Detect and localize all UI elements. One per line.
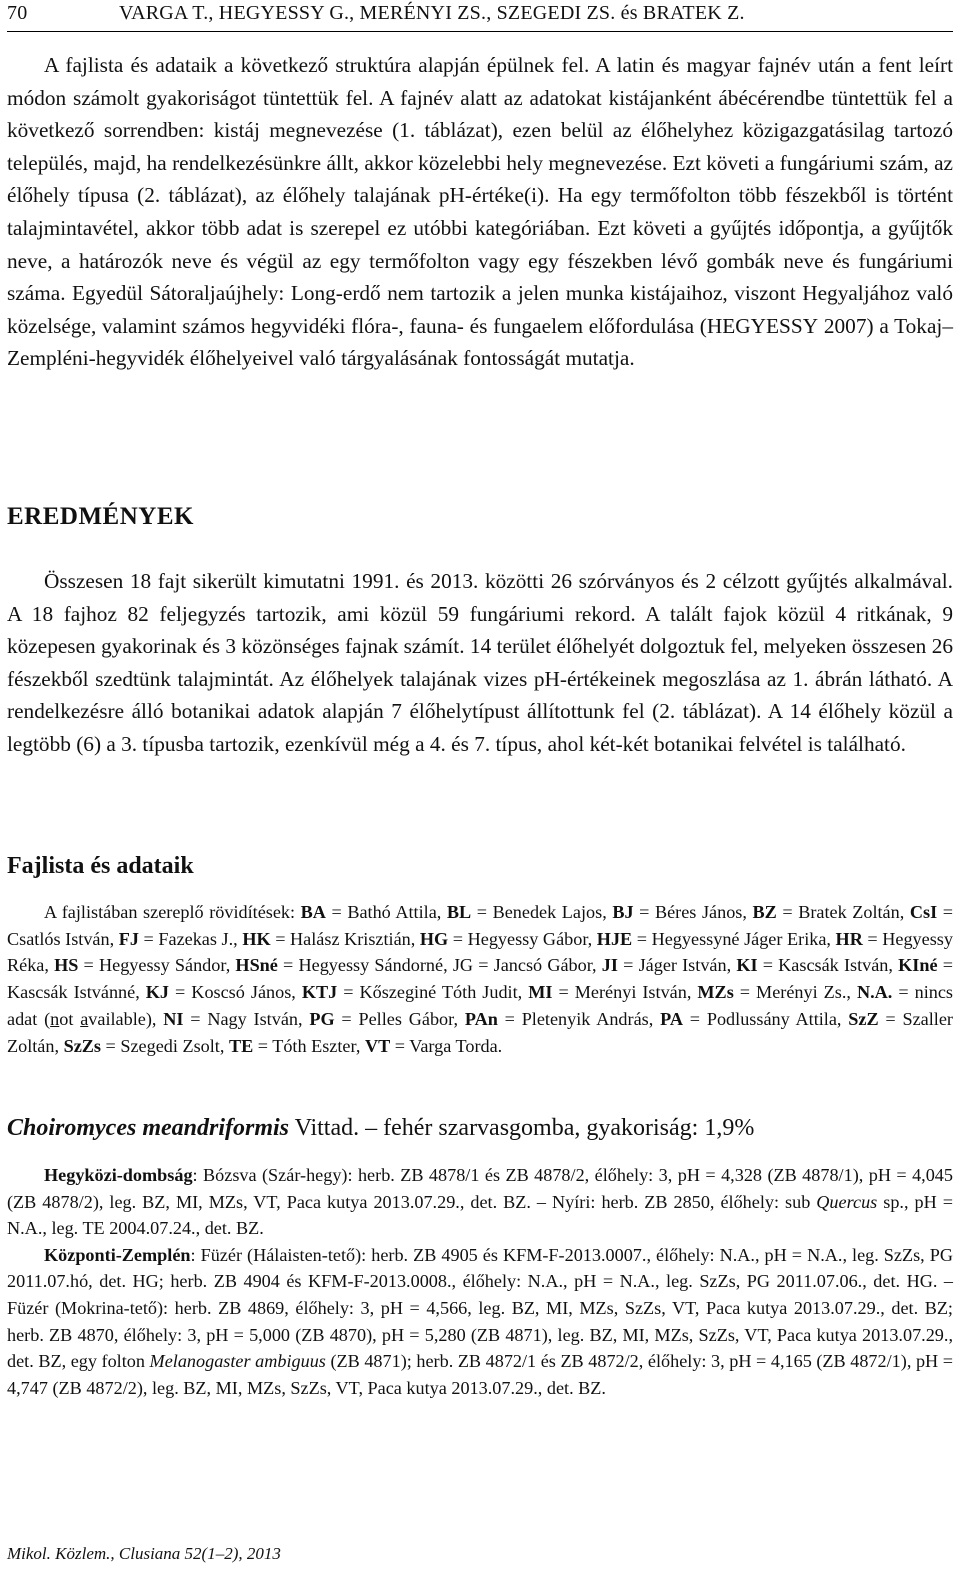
abbr-def: = Koscsó János, (169, 982, 302, 1003)
intro-text-a: A fajlista és adataik a következő struktúra alapján épülnek fel. A latin és magyar fajnév után a fent leírt módon számolt gyakoriságot tüntettük fel. A fajnév alatt az adatokat kistájanként ábécérendbe tüntettük fel a következő sorrendben: kistáj megnevezése (1. táblázat), ezen belül az élőhelyhez közigazgatásilag tartozó település, majd, ha rendelkezésünkre állt, akkor közelebbi hely megnevezése. Ezt követi a fungáriumi szám, az élőhely típusa (2. táblázat), az élőhely talajának pH-értéke(i). Ha egy termőfolton több fészekből is történt talajmintavétel, akkor több adat is szerepel ez utóbbi kategóriában. Ezt követi a gyűjtés időpontja, a gyűjtők neve, a határozók neve és végül az egy termőfolton vagy egy fészekben lévő gombák neve és fungáriumi száma. Egyedül Sátoraljaújhely: Long-erdő nem tartozik a jelen munka kistájaihoz, viszont Hegyaljához való közelsége, valamint számos hegyvidéki flóra-, fauna- és fungaelem előfordulása ( (7, 53, 953, 338)
intro-section (7, 49, 953, 375)
header-divider (7, 31, 953, 32)
abbr-term: SzZ (848, 1008, 879, 1029)
abbr-term: HK (242, 928, 271, 949)
region-name: Központi-Zemplén (44, 1244, 191, 1265)
results-paragraph: Összesen 18 fajt sikerült kimutatni 1991. és 2013. közötti 26 szórványos és 2 célzott gyűjtés alkalmával. A 18 fajhoz 82 feljegyzés tartozik, ami közül 59 fungáriumi rekord. A talált fajok közül 4 ritkának, 9 közepesen gyakorinak és 3 közönséges fajnak számít. 14 terület élőhelyét dolgoztuk fel, melyeken összesen 26 fészekből szedtünk talajmintát. Az élőhelyek talajának vizes pH-értékeinek megoszlása az 1. ábrán látható. A rendelkezésre álló botanikai adatok alapján 7 élőhelytípust állítottunk fel (2. táblázat). A 14 élőhely közül a legtöbb (6) a 3. típusba tartozik, ezenkívül még a 4. és 7. típus, ahol két-két botanikai felvétel is található. (7, 569, 953, 756)
abbr-def: = Hegyessy Sándor, (78, 955, 236, 976)
intro-paragraph (7, 49, 953, 375)
abbr-def: = Hegyessyné Jáger Erika, (632, 928, 836, 949)
abbreviations-paragraph (7, 899, 953, 1059)
abbr-term: HG (419, 928, 449, 949)
abbr-term: KJ (145, 982, 170, 1003)
abbr-def: = Hegyessy Sándorné, JG = Jancsó Gábor, (277, 955, 602, 976)
taxon-italic: Quercus (816, 1191, 878, 1212)
abbr-def: = Podlussány Attila, (682, 1008, 849, 1029)
region-name: Hegyközi-dombság (44, 1165, 193, 1185)
abbr-def: = Hegyessy Réka, (7, 928, 953, 976)
abbr-def: = Szaller Zoltán, (7, 1008, 953, 1056)
running-authors: VARGA T., HEGYESSY G., MERÉNYI ZS., SZEGEDI ZS. és BRATEK Z. (119, 2, 745, 24)
abbr-term: HS (54, 955, 79, 976)
species-common-name: Vittad. – fehér szarvasgomba, gyakoriság: 1,9% (289, 1115, 755, 1141)
abbr-term: PAn (464, 1008, 498, 1029)
abbr-def: = Merényi Zs., (733, 982, 857, 1003)
abbr-def: = Halász Krisztián, (270, 928, 420, 949)
species-title (7, 1115, 953, 1142)
abbr-def: = Bathó Attila, (325, 902, 447, 922)
record-paragraph (7, 1162, 953, 1242)
abbr-def: = Kascsák Istvánné, (7, 955, 954, 1003)
species-list-heading: Fajlista és adataik (7, 853, 194, 879)
intro-text-b: 2007) a Tokaj–Zempléni-hegyvidék élőhelyeivel való tárgyalásának fontosságát mutatja. (7, 313, 953, 371)
citation-initial: H (706, 313, 723, 338)
underlined-letter: n (50, 1008, 60, 1029)
abbr-def: = Béres János, (633, 902, 753, 922)
abbr-term: VT (364, 1035, 391, 1056)
abbr-def: vailable), (88, 1008, 164, 1029)
abbr-term: TE (228, 1035, 254, 1056)
record-text: (ZB 4871); herb. ZB 4872/1 és ZB 4872/2, élőhely: 3, pH = 4,165 (ZB 4872/1), pH = 4,747 (ZB 4872/2), leg. BZ, MI, MZs, SzZs, VT, Paca kutya 2013.07.29., det. BZ. (7, 1351, 953, 1398)
abbr-def: = Bratek Zoltán, (776, 902, 910, 922)
abbr-term: HJE (596, 928, 633, 949)
results-heading: EREDMÉNYEK (7, 503, 194, 530)
abbr-term: KIné (898, 955, 938, 976)
page-number: 70 (7, 2, 28, 24)
abbr-term: N.A. (856, 982, 893, 1003)
abbr-def: = Fazekas J., (138, 928, 243, 949)
underlined-letter: a (80, 1008, 89, 1029)
abbr-def: = Varga Torda. (390, 1035, 503, 1056)
abbr-term: BL (446, 902, 472, 922)
species-records (7, 1162, 953, 1401)
abbr-def: = Merényi István, (552, 982, 698, 1003)
journal-footer: Mikol. Közlem., Clusiana 52(1–2), 2013 (7, 1544, 281, 1563)
record-text: : Füzér (Hálaisten-tető): herb. ZB 4905 és KFM-F-2013.0007., élőhely: N.A., pH = N.A., leg. SzZs, PG 2011.07.hó, det. HG; herb. ZB 4904 és KFM-F-2013.0008., élőhely: N.A., pH = N.A., leg. SzZs, PG 2011.07.06., det. HG. – Füzér (Mokrina-tető): herb. ZB 4869, élőhely: 3, pH = 4,566, leg. BZ, MI, MZs, SzZs, VT, Paca kutya 2013.07.29., det. BZ; herb. ZB 4870, élőhely: 3, pH = 5,000 (ZB 4870), pH = 5,280 (ZB 4871), leg. BZ, MI, MZs, SzZs, VT, Paca kutya 2013.07.29., det. BZ, egy folton (7, 1244, 953, 1372)
abbr-def: = Hegyessy Gábor, (448, 928, 597, 949)
abbr-term: HSné (235, 955, 278, 976)
abbr-def: = Kőszeginé Tóth Judit, (337, 982, 529, 1003)
abbr-term: HR (835, 928, 863, 949)
citation-smallcaps: EGYESSY (722, 313, 819, 338)
abbr-term: CsI (909, 902, 938, 922)
abbr-term: BA (300, 902, 326, 922)
abbr-def: = Tóth Eszter, (253, 1035, 365, 1056)
abbr-def: = Jáger István, (617, 955, 737, 976)
abbr-term: MZs (697, 982, 734, 1003)
abbr-term: BZ (752, 902, 777, 922)
abbr-def: = Pelles Gábor, (334, 1008, 465, 1029)
abbr-def: = Nagy István, (183, 1008, 310, 1029)
abbr-term: NI (163, 1008, 184, 1029)
abbreviations-section (7, 899, 953, 1059)
abbr-def: = Kascsák István, (757, 955, 899, 976)
abbr-def: = Szegedi Zsolt, (100, 1035, 229, 1056)
abbr-intro: A fajlistában szereplő rövidítések: (44, 902, 301, 922)
record-text: sp., pH = N.A., leg. TE 2004.07.24., det. BZ. (7, 1191, 953, 1239)
abbr-term: SzZs (63, 1035, 101, 1056)
abbr-term: JI (601, 955, 618, 976)
abbr-def: = nincs adat ( (7, 982, 953, 1029)
abbr-def: = Benedek Lajos, (471, 902, 613, 922)
species-latin-name: Choiromyces meandriformis (7, 1115, 290, 1141)
abbr-def: = Pletenyik András, (497, 1008, 661, 1029)
abbr-term: BJ (612, 902, 634, 922)
abbr-def: ot (59, 1008, 81, 1029)
record-text: : Bózsva (Szár-hegy): herb. ZB 4878/1 és ZB 4878/2, élőhely: 3, pH = 4,328 (ZB 4878/1), pH = 4,045 (ZB 4878/2), leg. BZ, MI, MZs, VT, Paca kutya 2013.07.29., det. BZ. – Nyíri: herb. ZB 2850, élőhely: sub (7, 1165, 953, 1212)
abbr-term: FJ (118, 928, 139, 949)
abbr-term: MI (528, 982, 553, 1003)
abbr-term: PG (309, 1008, 335, 1029)
taxon-italic: Melanogaster ambiguus (149, 1351, 326, 1372)
abbr-term: KI (736, 955, 758, 976)
abbr-term: KTJ (301, 982, 338, 1003)
abbr-term: PA (660, 1008, 683, 1029)
abbr-def: = Csatlós István, (7, 902, 953, 949)
results-section (7, 565, 953, 761)
record-paragraph (7, 1242, 953, 1402)
